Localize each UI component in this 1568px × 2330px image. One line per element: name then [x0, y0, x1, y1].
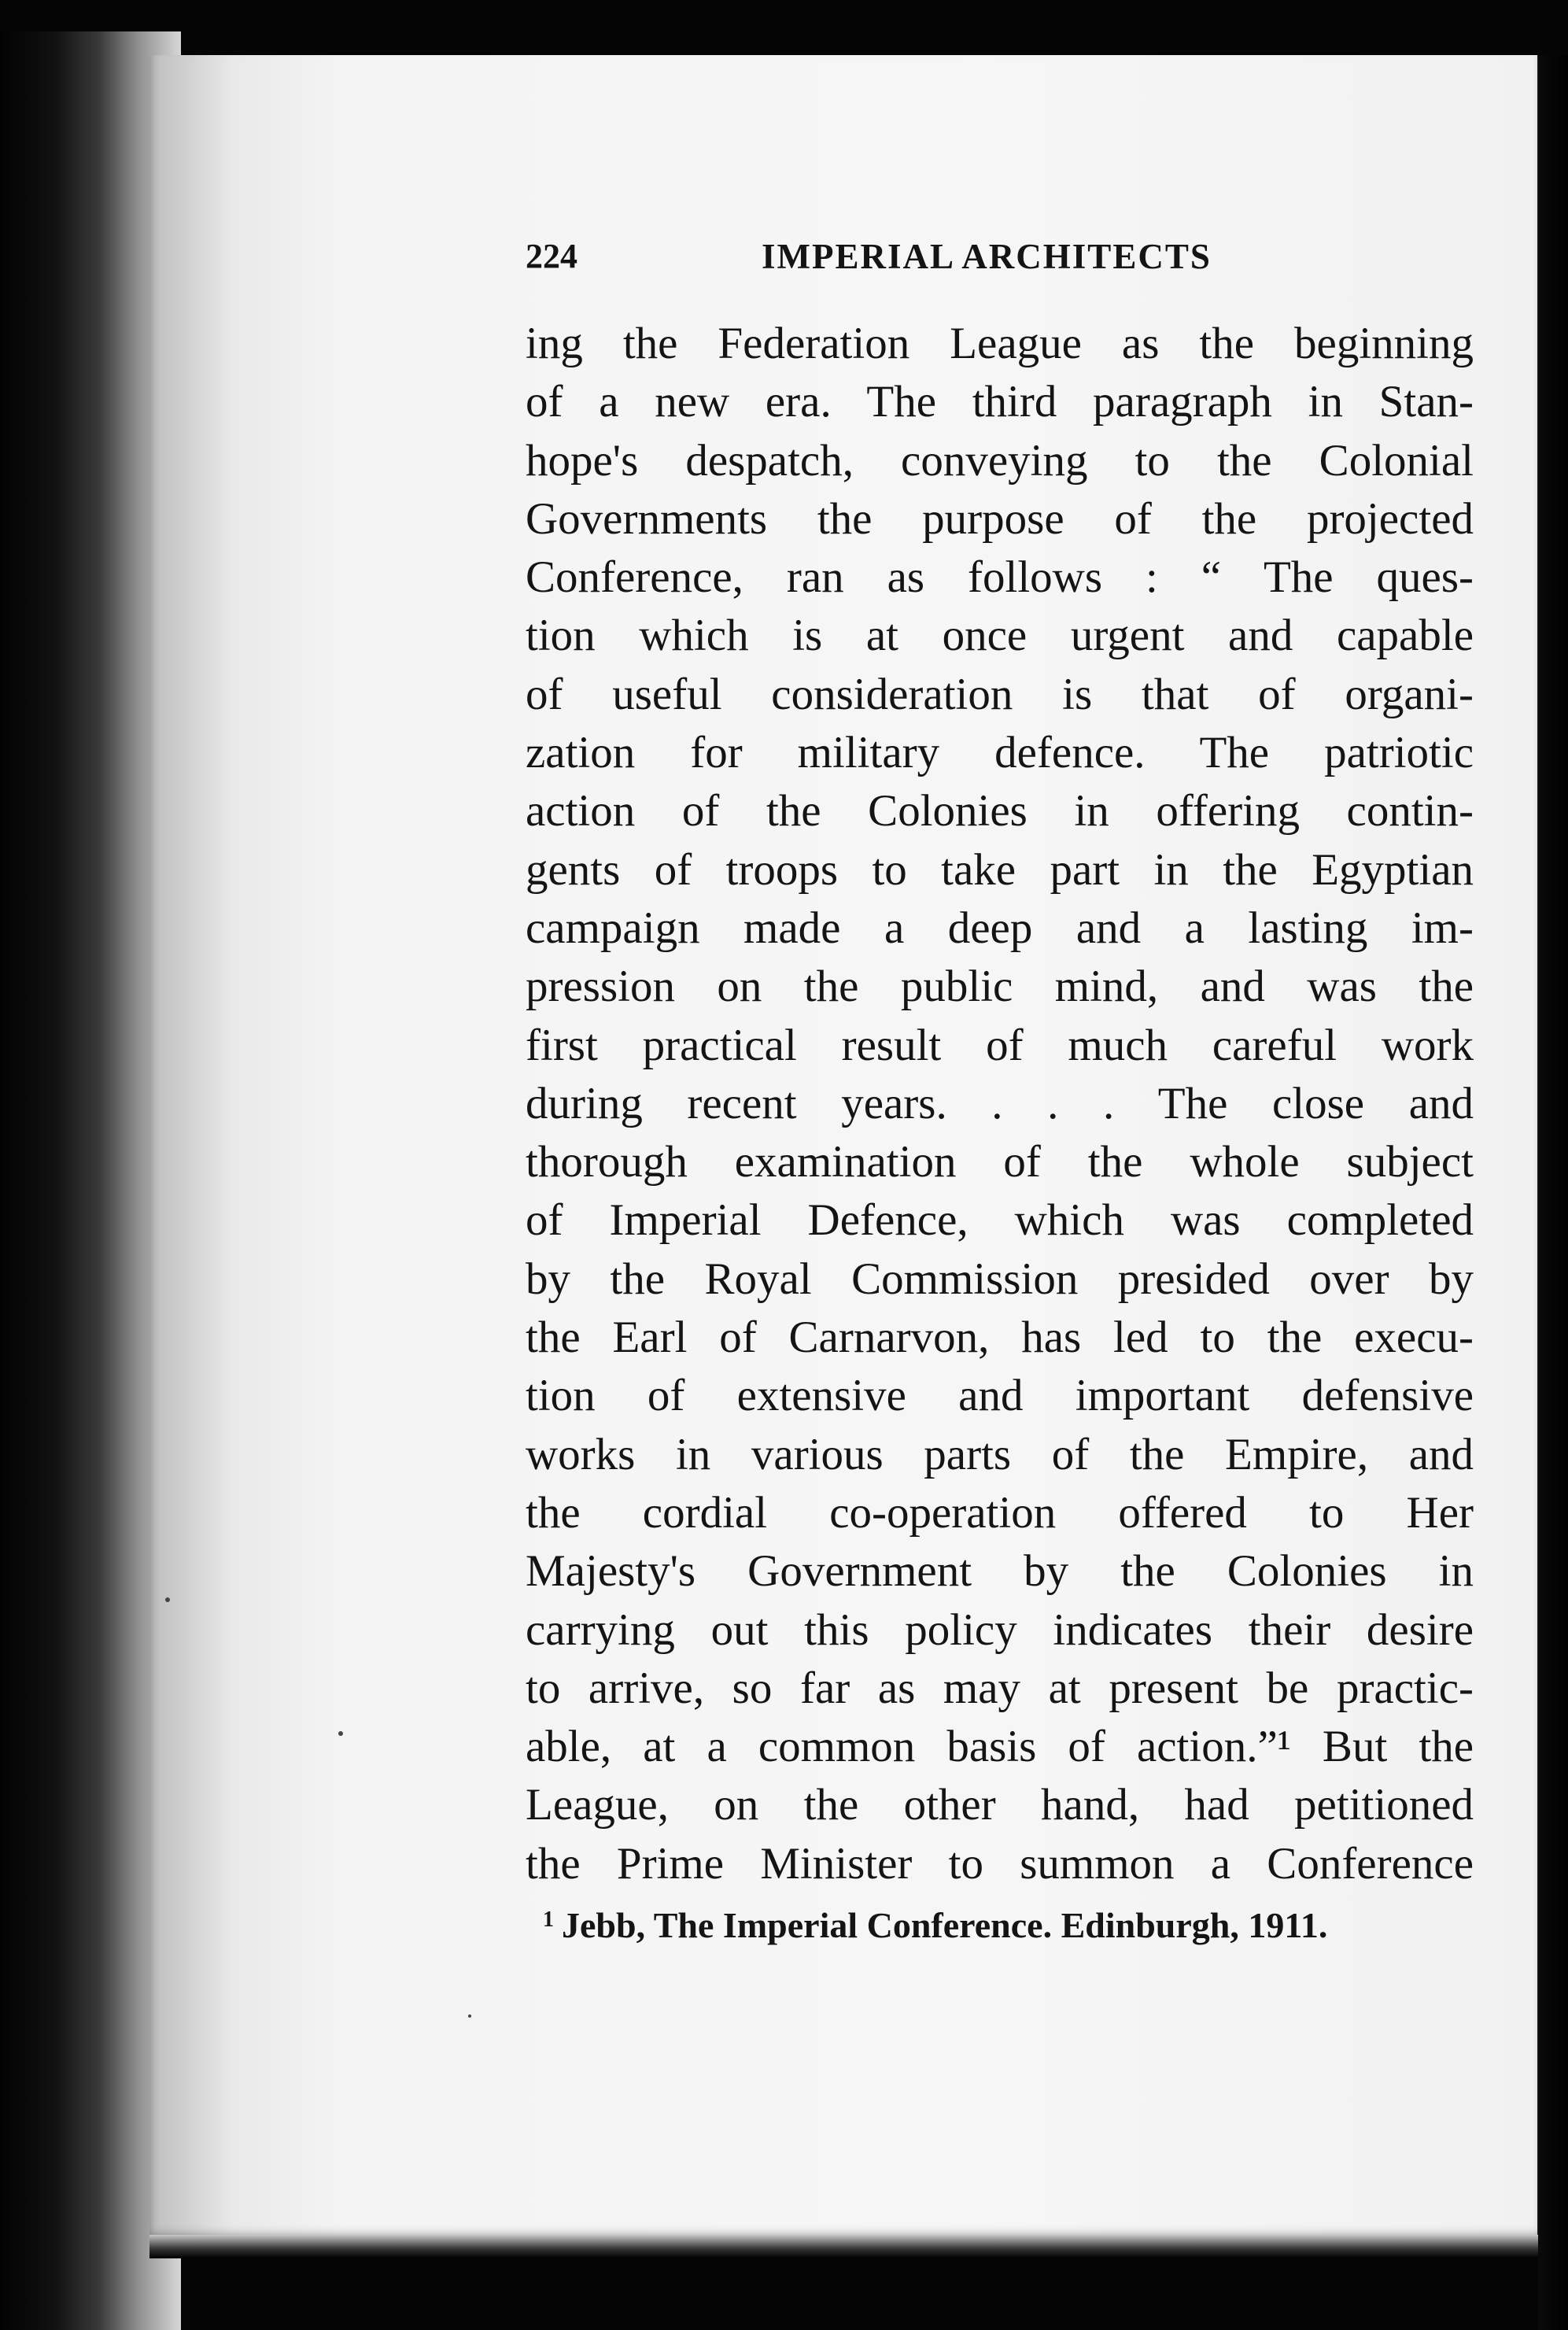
text-line: gents of troops to take part in the Egyptian — [526, 844, 1474, 895]
page-header — [526, 236, 1470, 291]
text-line: the Prime Minister to summon a Conference — [526, 1838, 1474, 1889]
footnote-marker: 1 — [543, 1907, 554, 1932]
text-line: action of the Colonies in offering contin- — [526, 786, 1474, 836]
footnote — [543, 1904, 1474, 1946]
text-line: ing the Federation League as the beginning — [526, 319, 1474, 368]
text-line: of Imperial Defence, which was completed — [526, 1195, 1474, 1246]
text-line: during recent years. . . . The close and — [526, 1078, 1474, 1128]
running-head: IMPERIAL ARCHITECTS — [762, 237, 1212, 276]
text-line: the cordial co-operation offered to Her — [526, 1487, 1474, 1538]
page-number: 224 — [526, 237, 577, 275]
page-right-edge — [1538, 55, 1568, 2330]
text-line: of a new era. The third paragraph in Stan- — [526, 377, 1474, 427]
footnote-text: Jebb, The Imperial Conference. Edinburgh, 1911. — [562, 1905, 1328, 1945]
text-line: zation for military defence. The patriotic — [526, 728, 1474, 778]
scan-speck — [338, 1731, 343, 1736]
text-line: works in various parts of the Empire, and — [526, 1429, 1474, 1479]
scan-speck — [165, 1597, 170, 1602]
text-line: tion which is at once urgent and capable — [526, 611, 1474, 661]
text-line: first practical result of much careful work — [526, 1020, 1474, 1070]
text-line: tion of extensive and important defensive — [526, 1371, 1474, 1421]
text-line: able, at a common basis of action.”¹ But the — [526, 1722, 1474, 1772]
text-line: hope's despatch, conveying to the Colonial — [526, 435, 1474, 486]
page-bottom-edge — [149, 2235, 1542, 2258]
body-text — [526, 315, 1474, 1893]
text-line: Majesty's Government by the Colonies in — [526, 1546, 1474, 1597]
scan-speck — [468, 2014, 471, 2018]
text-line: pression on the public mind, and was the — [526, 962, 1474, 1012]
text-line: campaign made a deep and a lasting im- — [526, 903, 1474, 953]
text-line: Governments the purpose of the projected — [526, 493, 1474, 544]
text-line: League, on the other hand, had petitioned — [526, 1780, 1474, 1830]
text-line: Conference, ran as follows : “ The ques- — [526, 552, 1474, 603]
text-line: carrying out this policy indicates their desire — [526, 1604, 1474, 1655]
text-line: thorough examination of the whole subject — [526, 1137, 1474, 1187]
text-line: the Earl of Carnarvon, has led to the execu- — [526, 1313, 1474, 1363]
text-line: of useful consideration is that of organi- — [526, 669, 1474, 719]
text-line: by the Royal Commission presided over by — [526, 1254, 1474, 1304]
text-line: to arrive, so far as may at present be practic- — [526, 1663, 1474, 1713]
